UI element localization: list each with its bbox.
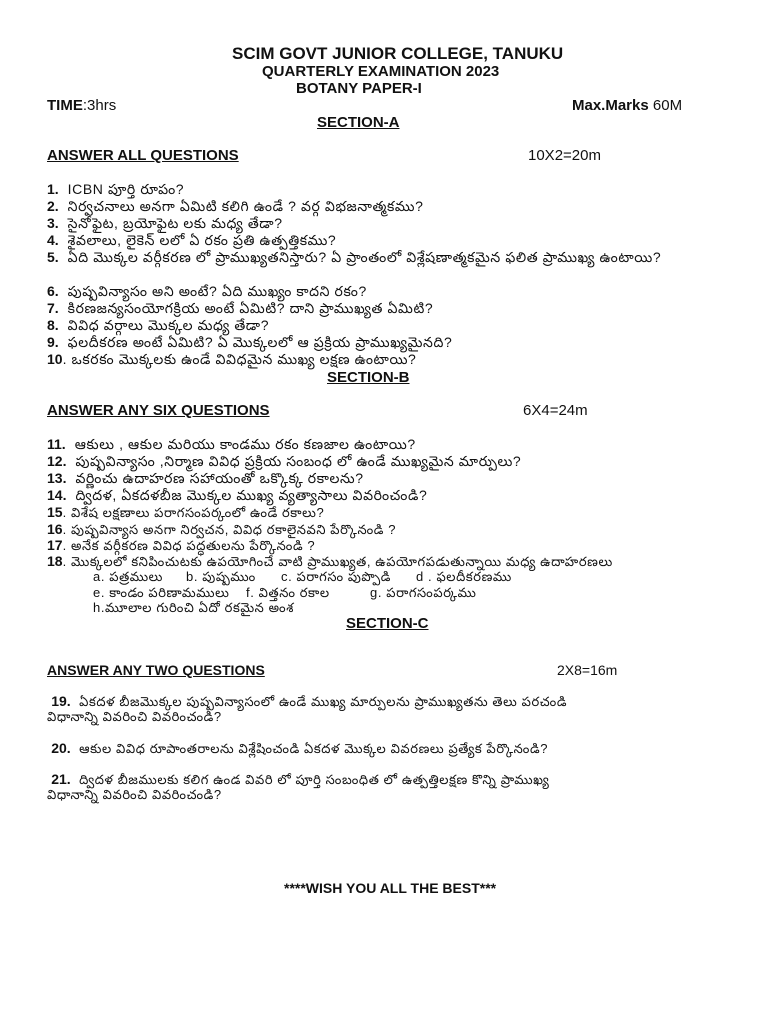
question-text: పుష్పవిన్యాసం అని అంటే? ఏది ముఖ్యం కాదని రకం? [67, 283, 367, 299]
question-text: ద్విదళ బీజములకు కలిగ ఉండ వివరి లో పూర్తి సంబంధిత లో ఉత్పత్తిలక్షణ కొన్ని ప్రాముఖ్య [79, 772, 550, 787]
question-text: ఏకదళ బీజమొక్కల పుష్పవిన్యాస [79, 694, 261, 709]
question-number: 19. [51, 693, 71, 709]
section-a-instruction: ANSWER ALL QUESTIONS [47, 147, 239, 164]
question-text: ఫలదీకరణ అంటే ఏమిటి? ఏ మొక్కలలో ఆ ప్రక్రియ ప్రాముఖ్యమైనది? [67, 334, 453, 350]
question-5 [47, 249, 727, 266]
question-10 [47, 351, 416, 371]
marks-value: 60M [648, 97, 683, 114]
question-number: 14. [47, 487, 67, 503]
question-text: . ఒకరకం మొక్కలకు ఉండే వివిధమైన ముఖ్య లక్షణ ఉంటాయి? [62, 351, 417, 367]
question-number: 6. [47, 283, 59, 299]
question-number: 4. [47, 232, 59, 248]
section-b-instruction: ANSWER ANY SIX QUESTIONS [47, 402, 270, 419]
section-b-title: SECTION-B [327, 369, 410, 386]
section-c-title: SECTION-C [346, 615, 429, 632]
exam-title: QUARTERLY EXAMINATION 2023 [262, 63, 500, 80]
question-number: 7. [47, 300, 59, 316]
question-21-line2: విధానాన్ని వివరించి వివరించండి? [47, 787, 222, 802]
question-number: 11. [47, 436, 66, 452]
option-g: g. పరాగసంపర్కము [370, 585, 477, 600]
section-a-title: SECTION-A [317, 114, 400, 131]
time-info [47, 97, 116, 114]
question-number: 12. [47, 453, 67, 469]
question-number: 2. [47, 198, 59, 214]
question-text: . విశేష లక్షణాలు పరాగసంపర్కంలో ఉండే రకాలు? [62, 505, 325, 520]
option-c: c. పరాగసం పుప్పొడి [281, 569, 392, 584]
question-number: 8. [47, 317, 59, 333]
option-e: e. కాండం పరిణామములు [93, 585, 230, 600]
question-text: . అనేక వర్గీకరణ వివిధ పద్ధతులను పేర్కొనండి ? [62, 538, 316, 553]
section-c-instruction: ANSWER ANY TWO QUESTIONS [47, 662, 265, 678]
question-number: 9. [47, 334, 59, 350]
question-number: 17 [47, 537, 63, 553]
question-number: 15 [47, 504, 63, 520]
question-text: . మొక్కలలో కనిపించుటకు ఉపయోగించే వాటి ప్రాముఖ్యత, ఉపయోగపడుతున్నాయి మధ్య ఉదాహరణలు [62, 554, 613, 569]
college-name: SCIM GOVT JUNIOR COLLEGE, TANUKU [232, 44, 564, 63]
question-number: 1. [47, 181, 59, 197]
question-text: ద్విదళ, ఏకదళబీజ మొక్కల ముఖ్య వ్యత్యాసాలు వివరించండి? [75, 487, 428, 503]
option-h: h.మూలాల గురించి ఏదో రకమైన అంశ [93, 600, 294, 615]
question-text: ఆకులు , ఆకుల మరియు కాండము రకం కణజాల ఉంటాయి? [74, 436, 416, 452]
time-value: :3hrs [82, 97, 117, 114]
section-a-marks: 10X2=20m [528, 147, 601, 164]
option-d: d . ఫలదీకరణము [416, 569, 512, 584]
question-number: 3. [47, 215, 59, 231]
question-text: . పుష్పవిన్యాస అనగా నిర్వచన, వివిధ రకాలైనవని పేర్కొనండి ? [62, 522, 397, 537]
option-b-text: b. పుష్పము [186, 569, 256, 584]
question-number: 20. [51, 740, 71, 756]
question-number: 21. [51, 771, 71, 787]
question-number: 16 [47, 521, 63, 537]
section-c-marks: 2X8=16m [557, 662, 618, 678]
question-text: పుష్పవిన్యాసం ,నిర్మాణ వివిధ ప్రక్రియ సంబంధ లో ఉండే ముఖ్యమైన మార్పులు? [75, 453, 522, 469]
max-marks-info [572, 97, 682, 114]
question-text: నిర్వచనాలు అనగా ఏమిటి కలిగి ఉండే ? వర్గ విభజనాత్మకము? [67, 198, 424, 214]
section-b-marks: 6X4=24m [523, 402, 588, 419]
question-text: ఏది మొక్కల వర్గీకరణ లో ప్రాముఖ్యతనిస్తారు? ఏ ప్రాంతంలో విశ్లేషణాత్మకమైన ఫలిత ప్రాముఖ్య ఉంటాయి? [67, 249, 662, 265]
question-text: వివిధ వర్గాలు మొక్కల మధ్య తేడా? [67, 317, 270, 333]
option-a: a. పత్రములు [93, 569, 163, 584]
question-number: 13. [47, 470, 67, 486]
question-19-line2: విధానాన్ని వివరించి వివరించండి? [47, 709, 222, 724]
footer-message: ****WISH YOU ALL THE BEST*** [284, 880, 497, 896]
question-number: 18 [47, 553, 63, 569]
question-number: 10 [47, 351, 63, 367]
question-text: ఆకుల వివిధ రూపాంతరాలను విశ్లేషించండి ఏకదళ మొక్కల వివరణలు ప్రత్యేక పేర్కొనండి? [79, 741, 549, 756]
question-text: శైవలాలు, లైకెన్ లలో ఏ రకం ప్రతి ఉత్పత్తికము? [67, 232, 337, 248]
option-f: f. విత్తనం రకాల [246, 585, 330, 600]
question-number: 5. [47, 249, 59, 265]
question-text-cont: లో ఉండే ముఖ్య మార్పులను ప్రాముఖ్యతను తెలు పరచండి [260, 694, 568, 709]
question-text: కిరణజన్యసంయోగక్రియ అంటే ఏమిటి? దాని ప్రాముఖ్యత ఏమిటి? [67, 300, 434, 316]
paper-title: BOTANY PAPER-I [296, 80, 422, 97]
question-text: సైనోఫైట, బ్రయోఫైట లకు మధ్య తేడా? [67, 215, 283, 231]
question-text: ICBN పూర్తి రూపం? [67, 181, 185, 197]
question-20 [47, 740, 548, 760]
marks-label: Max.Marks [572, 97, 649, 114]
question-text: వర్ణించు ఉదాహరణ సహాయంతో ఒక్కొక్క రకాలను? [75, 470, 364, 486]
time-label: TIME [47, 97, 83, 114]
